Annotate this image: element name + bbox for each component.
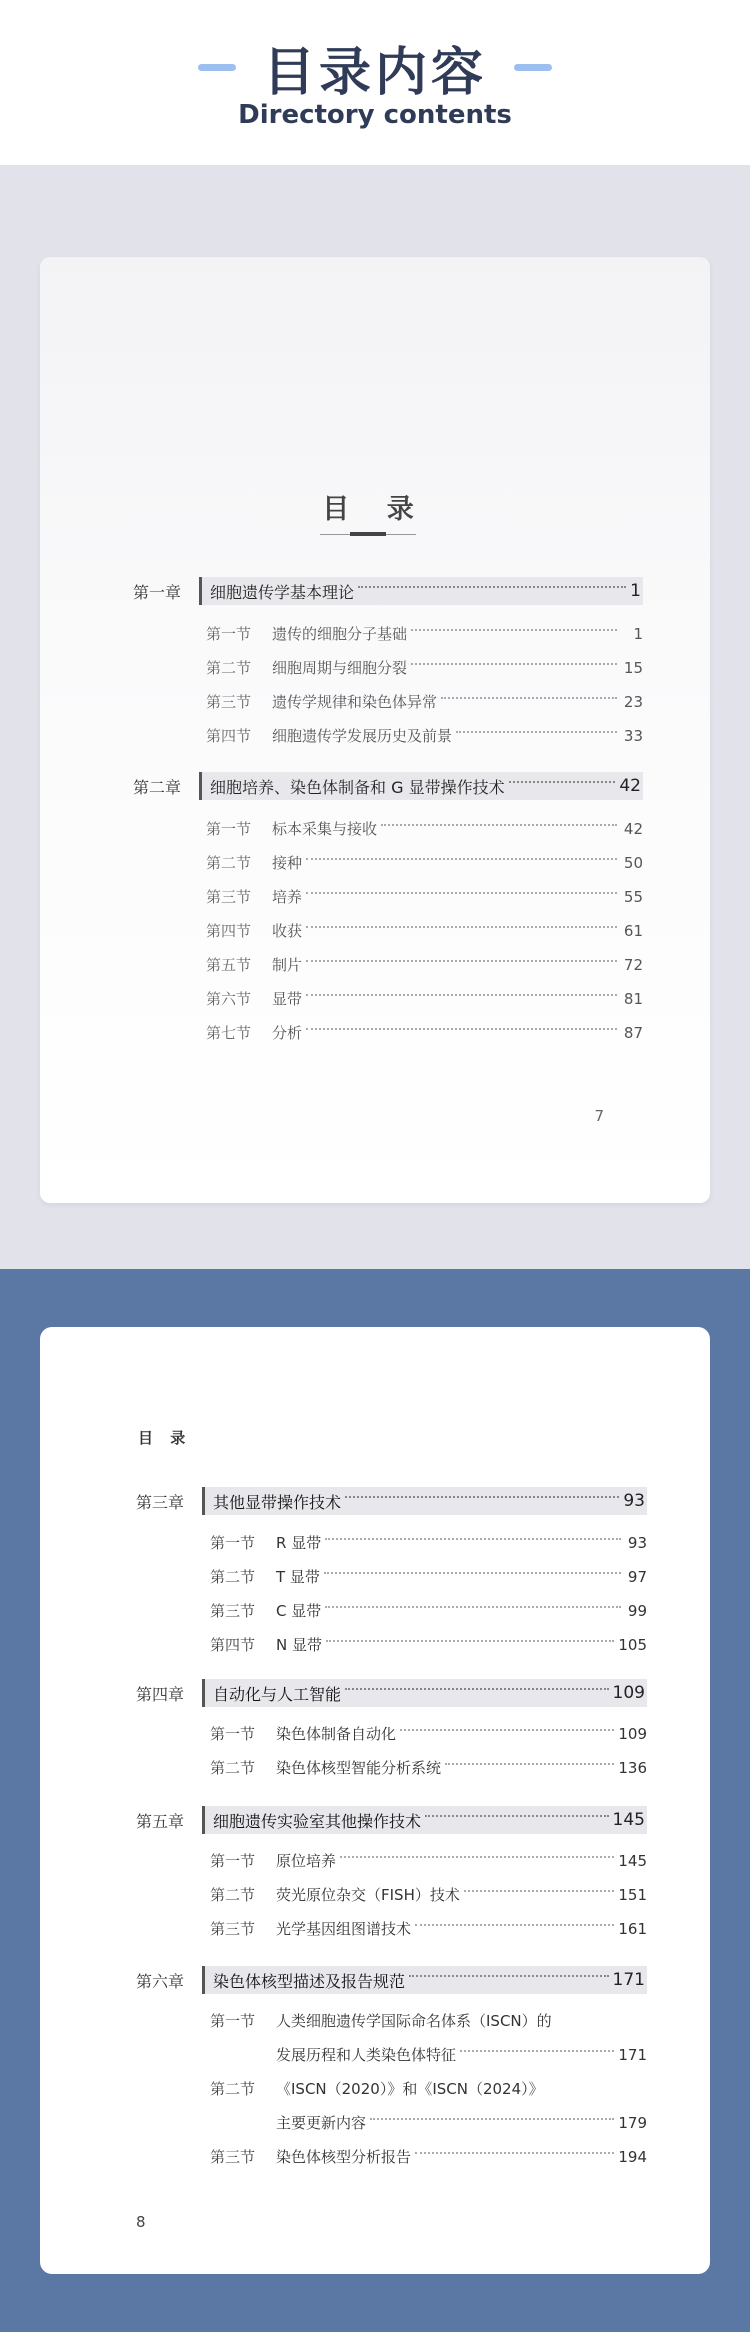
toc-section[interactable] <box>210 2146 647 2167</box>
toc-section-continued[interactable] <box>210 2112 647 2133</box>
toc-page-1-section <box>0 165 750 1269</box>
dot-leader <box>306 1028 617 1030</box>
dot-leader <box>306 892 617 894</box>
section-title: C 显带 <box>276 1602 322 1620</box>
chapter-title-box <box>199 772 643 800</box>
toc-chapter[interactable] <box>133 772 643 800</box>
section-page: 23 <box>623 692 643 711</box>
section-title: 原位培养 <box>276 1852 337 1870</box>
section-page: 171 <box>618 2045 647 2064</box>
toc-section-continued[interactable] <box>210 2044 647 2065</box>
dot-leader <box>415 2152 614 2154</box>
section-label: 第七节 <box>206 1024 252 1042</box>
toc-chapter[interactable] <box>136 1806 647 1834</box>
section-label: 第二节 <box>206 854 252 872</box>
section-label: 第四节 <box>206 727 252 745</box>
section-title: T 显带 <box>276 1568 320 1586</box>
section-label: 第三节 <box>210 2148 256 2166</box>
toc-section[interactable] <box>206 818 643 839</box>
section-page: 50 <box>623 853 643 872</box>
dot-leader <box>306 926 617 928</box>
chapter-label: 第五章 <box>136 1811 185 1831</box>
section-title: 主要更新内容 <box>276 2114 367 2132</box>
dot-leader <box>306 858 617 860</box>
chapter-title: 细胞遗传实验室其他操作技术 <box>213 1811 422 1831</box>
dot-leader <box>340 1856 614 1858</box>
section-title: 染色体制备自动化 <box>276 1725 397 1743</box>
section-page: 72 <box>623 955 643 974</box>
section-title: 光学基因组图谱技术 <box>276 1920 412 1938</box>
dot-leader <box>326 1640 614 1642</box>
page-number: 7 <box>594 1107 604 1125</box>
section-label: 第二节 <box>206 659 252 677</box>
toc-section[interactable] <box>210 1566 647 1587</box>
section-page: 15 <box>623 658 643 677</box>
section-title: 标本采集与接收 <box>272 820 378 838</box>
chapter-label: 第六章 <box>136 1971 185 1991</box>
chapter-title-box <box>202 1487 647 1515</box>
section-title: 细胞周期与细胞分裂 <box>272 659 408 677</box>
toc-section[interactable] <box>206 886 643 907</box>
section-label: 第二节 <box>210 1886 256 1904</box>
section-page: 97 <box>627 1567 647 1586</box>
section-title: 遗传学规律和染色体异常 <box>272 693 438 711</box>
right-accent-bar <box>514 64 552 71</box>
title-row <box>0 30 750 105</box>
section-label: 第二节 <box>210 1568 256 1586</box>
toc-section[interactable] <box>206 623 643 644</box>
section-title: 培养 <box>272 888 303 906</box>
section-page: 145 <box>618 1851 647 1870</box>
dot-leader <box>325 1606 621 1608</box>
section-title: 发展历程和人类染色体特征 <box>276 2046 457 2064</box>
section-page: 179 <box>618 2113 647 2132</box>
section-page: 105 <box>618 1635 647 1654</box>
toc-section[interactable] <box>206 852 643 873</box>
dot-leader <box>441 697 617 699</box>
toc-chapter[interactable] <box>133 577 643 605</box>
chapter-page: 1 <box>630 581 641 601</box>
toc-section[interactable] <box>210 1918 647 1939</box>
section-label: 第二节 <box>210 2080 256 2098</box>
section-label: 第三节 <box>210 1920 256 1938</box>
section-title: 荧光原位杂交（FISH）技术 <box>276 1886 460 1904</box>
section-label: 第三节 <box>206 888 252 906</box>
toc-section[interactable] <box>210 1757 647 1778</box>
toc-section[interactable] <box>210 1532 647 1553</box>
toc-section[interactable] <box>206 988 643 1009</box>
section-title: 细胞遗传学发展历史及前景 <box>272 727 453 745</box>
section-label: 第三节 <box>210 1602 256 1620</box>
section-title: 遗传的细胞分子基础 <box>272 625 408 643</box>
page-subtitle: Directory contents <box>238 100 512 130</box>
section-title: R 显带 <box>276 1534 322 1552</box>
section-page: 93 <box>627 1533 647 1552</box>
section-page: 1 <box>633 624 643 643</box>
chapter-page: 109 <box>612 1683 645 1703</box>
section-page: 194 <box>618 2147 647 2166</box>
chapter-title: 细胞遗传学基本理论 <box>210 582 355 602</box>
page-title: 目录内容 <box>262 43 487 103</box>
dot-leader <box>400 1729 614 1731</box>
dot-leader <box>345 1688 609 1690</box>
section-page: 42 <box>623 819 643 838</box>
page-number: 8 <box>136 2213 146 2231</box>
heading-underline-accent <box>350 532 386 536</box>
dot-leader <box>456 731 617 733</box>
dot-leader <box>425 1815 609 1817</box>
toc-section[interactable] <box>210 1634 647 1655</box>
dot-leader <box>325 1538 621 1540</box>
toc-section[interactable] <box>206 725 643 746</box>
toc-section[interactable] <box>206 691 643 712</box>
dot-leader <box>409 1975 609 1977</box>
section-title: 染色体核型智能分析系统 <box>276 1759 442 1777</box>
dot-leader <box>324 1572 621 1574</box>
left-accent-bar <box>198 64 236 71</box>
section-page: 136 <box>618 1758 647 1777</box>
section-page: 87 <box>623 1023 643 1042</box>
chapter-title: 细胞培养、染色体制备和 G 显带操作技术 <box>210 777 505 797</box>
dot-leader <box>306 960 617 962</box>
section-label: 第六节 <box>206 990 252 1008</box>
chapter-title-box <box>202 1679 647 1707</box>
chapter-page: 93 <box>623 1491 645 1511</box>
section-label: 第四节 <box>206 922 252 940</box>
toc-section[interactable] <box>210 2010 552 2031</box>
toc-heading: 目 录 <box>138 1429 192 1447</box>
toc-page-2-section <box>0 1269 750 2332</box>
section-title: 接种 <box>272 854 303 872</box>
chapter-label: 第二章 <box>133 777 182 797</box>
section-label: 第二节 <box>210 1759 256 1777</box>
toc-section[interactable] <box>206 657 643 678</box>
toc-page-1 <box>40 257 710 1203</box>
toc-chapter[interactable] <box>136 1966 647 1994</box>
toc-section[interactable] <box>210 1723 647 1744</box>
dot-leader <box>509 781 616 783</box>
toc-section[interactable] <box>210 1600 647 1621</box>
toc-section[interactable] <box>210 1884 647 1905</box>
section-title: 制片 <box>272 956 303 974</box>
dot-leader <box>445 1763 614 1765</box>
section-title: 显带 <box>272 990 303 1008</box>
section-label: 第一节 <box>206 625 252 643</box>
section-title: N 显带 <box>276 1636 322 1654</box>
chapter-title: 其他显带操作技术 <box>213 1492 342 1512</box>
dot-leader <box>370 2118 614 2120</box>
section-page: 55 <box>623 887 643 906</box>
section-title: 染色体核型分析报告 <box>276 2148 412 2166</box>
section-title: 收获 <box>272 922 303 940</box>
section-label: 第四节 <box>210 1636 256 1654</box>
dot-leader <box>381 824 617 826</box>
section-page: 33 <box>623 726 643 745</box>
section-page: 109 <box>618 1724 647 1743</box>
dot-leader <box>306 994 617 996</box>
chapter-label: 第一章 <box>133 582 182 602</box>
toc-section[interactable] <box>210 1850 647 1871</box>
chapter-title-box <box>199 577 643 605</box>
chapter-label: 第四章 <box>136 1684 185 1704</box>
toc-section[interactable] <box>206 954 643 975</box>
dot-leader <box>411 663 617 665</box>
section-label: 第一节 <box>210 2012 256 2030</box>
chapter-title-box <box>202 1966 647 1994</box>
chapter-page: 145 <box>612 1810 645 1830</box>
section-label: 第一节 <box>206 820 252 838</box>
dot-leader <box>411 629 617 631</box>
section-label: 第一节 <box>210 1534 256 1552</box>
dot-leader <box>415 1924 614 1926</box>
section-page: 81 <box>623 989 643 1008</box>
dot-leader <box>460 2050 614 2052</box>
dot-leader <box>464 1890 615 1892</box>
section-page: 151 <box>618 1885 647 1904</box>
chapter-title-box <box>202 1806 647 1834</box>
dot-leader <box>345 1496 619 1498</box>
toc-chapter[interactable] <box>136 1679 647 1707</box>
section-title-line1: 人类细胞遗传学国际命名体系（ISCN）的 <box>276 2012 552 2030</box>
toc-section[interactable] <box>210 2078 544 2099</box>
chapter-label: 第三章 <box>136 1492 185 1512</box>
section-page: 99 <box>627 1601 647 1620</box>
section-label: 第一节 <box>210 1852 256 1870</box>
dot-leader <box>358 586 626 588</box>
toc-heading: 目 录 <box>322 494 428 525</box>
section-label: 第五节 <box>206 956 252 974</box>
section-page: 161 <box>618 1919 647 1938</box>
header <box>0 0 750 165</box>
chapter-page: 171 <box>612 1970 645 1990</box>
chapter-title: 染色体核型描述及报告规范 <box>213 1971 406 1991</box>
toc-section[interactable] <box>206 1022 643 1043</box>
toc-section[interactable] <box>206 920 643 941</box>
toc-chapter[interactable] <box>136 1487 647 1515</box>
chapter-title: 自动化与人工智能 <box>213 1684 342 1704</box>
section-title-line1: 《ISCN（2020）》和《ISCN（2024）》 <box>276 2080 544 2098</box>
section-label: 第一节 <box>210 1725 256 1743</box>
section-label: 第三节 <box>206 693 252 711</box>
section-title: 分析 <box>272 1024 303 1042</box>
chapter-page: 42 <box>619 776 641 796</box>
toc-page-2 <box>40 1327 710 2274</box>
section-page: 61 <box>623 921 643 940</box>
